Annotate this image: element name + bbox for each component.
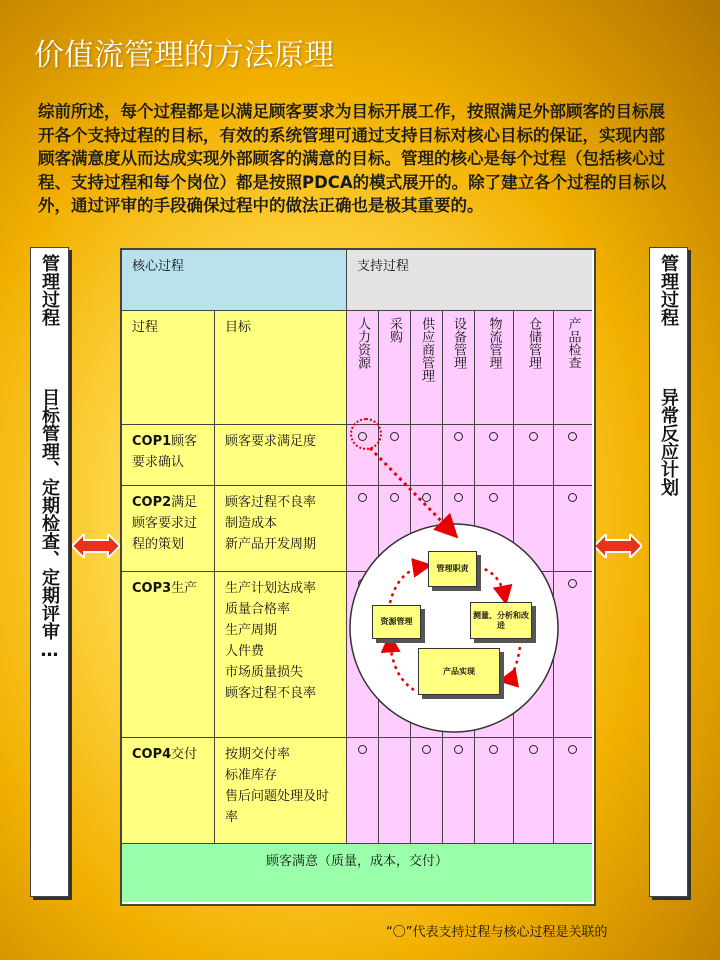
row-cop3-targets: 生产计划达成率 质量合格率 生产周期 人件费 市场质量损失 顾客过程不良率 <box>215 572 347 738</box>
target-column-header: 目标 <box>215 311 347 425</box>
row-cop2-process: COP2满足顾客要求过程的策划 <box>122 486 215 572</box>
support-col-hr: 人力资源 <box>347 311 379 425</box>
support-col-inspection: 产品检查 <box>554 311 592 425</box>
row-cop4-targets: 按期交付率 标准库存 售后问题处理及时率 <box>215 738 347 844</box>
right-panel-body: 异常反应计划 <box>658 388 679 496</box>
support-process-header: 支持过程 <box>347 250 592 311</box>
support-col-logistics: 物流管理 <box>475 311 514 425</box>
row-cop1-process: COP1顾客要求确认 <box>122 425 215 486</box>
pointer-arrow <box>370 448 452 532</box>
support-col-purchasing: 采购 <box>379 311 411 425</box>
process-column-header: 过程 <box>122 311 215 425</box>
pdca-check-box: 测量、分析和改进 <box>470 602 532 639</box>
row-cop2-targets: 顾客过程不良率 制造成本 新产品开发周期 <box>215 486 347 572</box>
left-panel-body: 目标管理、定期检查、定期评审… <box>39 388 60 661</box>
page-title: 价值流管理的方法原理 <box>34 38 334 73</box>
legend-note: “〇”代表支持过程与核心过程是关联的 <box>386 925 608 940</box>
pdca-act-box: 资源管理 <box>372 605 421 639</box>
support-col-warehouse: 仓储管理 <box>514 311 554 425</box>
core-process-header: 核心过程 <box>122 250 347 311</box>
pdca-plan-box: 管理职责 <box>428 551 477 587</box>
pdca-do-box: 产品实现 <box>418 648 500 695</box>
row-cop3-process: COP3生产 <box>122 572 215 738</box>
intro-paragraph: 综前所述，每个过程都是以满足顾客要求为目标开展工作，按照满足外部顾客的目标展开各个支持过程的目标，有效的系统管理可通过支持目标对核心目标的保证，实现内部顾客满意度从而达成实现外部顾客的满意的目标。管理的核心是每个过程（包括核心过程、支持过程和每个岗位）都是按照PDCA的模式展开的。除了建立各个过程的目标以外，通过评审的手段确保过程中的做法正确也是极其重要的。 <box>38 102 667 215</box>
support-col-equipment: 设备管理 <box>443 311 475 425</box>
support-col-supplier: 供应商管理 <box>411 311 443 425</box>
left-panel-heading: 管理过程 <box>39 254 60 326</box>
customer-satisfaction-row: 顾客满意（质量，成本，交付） <box>122 844 592 902</box>
right-panel-heading: 管理过程 <box>658 254 679 326</box>
row-cop4-process: COP4交付 <box>122 738 215 844</box>
row-cop1-targets: 顾客要求满足度 <box>215 425 347 486</box>
